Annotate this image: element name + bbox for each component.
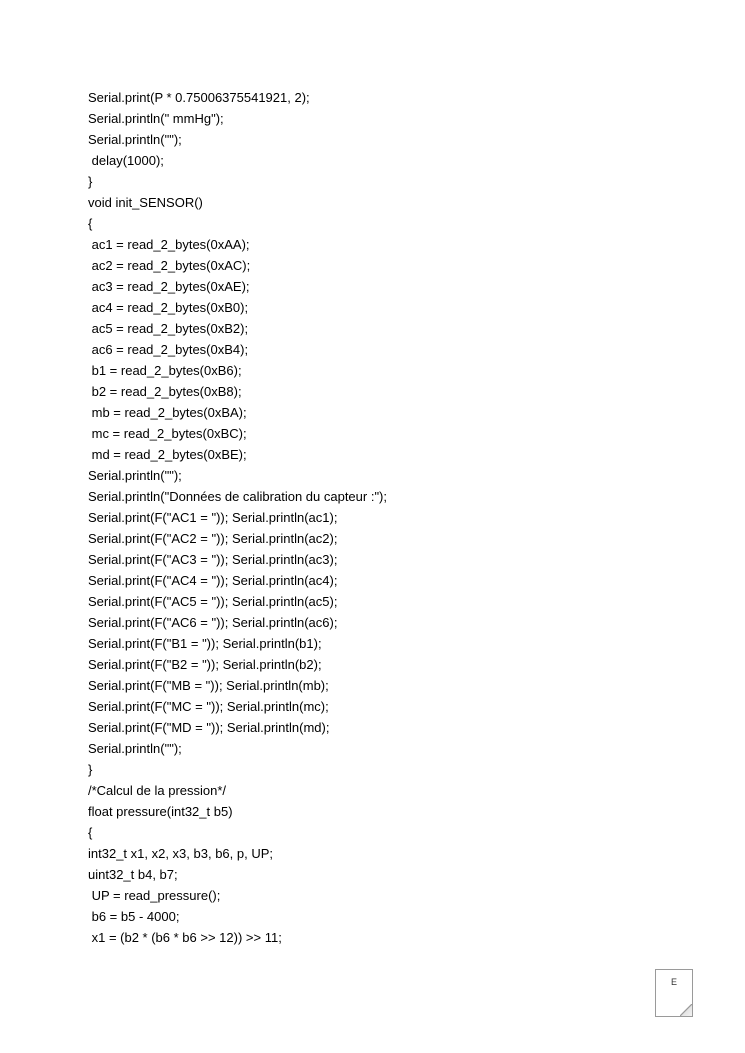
code-line: ac6 = read_2_bytes(0xB4); [88,342,249,357]
code-line: Serial.print(F("MB = ")); Serial.println(mb); [88,678,329,693]
code-line: float pressure(int32_t b5) [88,804,233,819]
code-line: { [88,216,93,231]
code-line: delay(1000); [88,153,164,168]
code-listing [88,87,708,948]
code-line: Serial.print(F("AC5 = ")); Serial.println(ac5); [88,594,338,609]
code-line: x1 = (b2 * (b6 * b6 >> 12)) >> 11; [88,930,282,945]
code-line: b6 = b5 - 4000; [88,909,180,924]
code-line: Serial.println(""); [88,468,182,483]
code-line: Serial.print(F("MC = ")); Serial.println(mc); [88,699,329,714]
code-line: ac4 = read_2_bytes(0xB0); [88,300,249,315]
code-line: Serial.println("Données de calibration du capteur :"); [88,489,387,504]
code-line: /*Calcul de la pression*/ [88,783,227,798]
page-number-marker [655,969,693,1017]
code-line: Serial.println(""); [88,132,182,147]
code-line: mc = read_2_bytes(0xBC); [88,426,247,441]
code-line: b2 = read_2_bytes(0xB8); [88,384,242,399]
code-line: uint32_t b4, b7; [88,867,178,882]
code-line: { [88,825,93,840]
code-line: ac3 = read_2_bytes(0xAE); [88,279,250,294]
code-line: ac5 = read_2_bytes(0xB2); [88,321,249,336]
code-line: Serial.println(""); [88,741,182,756]
code-line: } [88,762,93,777]
code-line: int32_t x1, x2, x3, b3, b6, p, UP; [88,846,273,861]
code-line: Serial.print(F("AC3 = ")); Serial.println(ac3); [88,552,338,567]
code-line: Serial.print(F("AC4 = ")); Serial.println(ac4); [88,573,338,588]
code-line: ac2 = read_2_bytes(0xAC); [88,258,251,273]
code-line: Serial.print(F("B2 = ")); Serial.println(b2); [88,657,322,672]
code-line: Serial.print(F("MD = ")); Serial.println(md); [88,720,330,735]
code-line: mb = read_2_bytes(0xBA); [88,405,247,420]
code-line: UP = read_pressure(); [88,888,221,903]
code-line: Serial.print(F("AC6 = ")); Serial.println(ac6); [88,615,338,630]
code-line: b1 = read_2_bytes(0xB6); [88,363,242,378]
code-line: Serial.print(F("AC2 = ")); Serial.println(ac2); [88,531,338,546]
code-line: ac1 = read_2_bytes(0xAA); [88,237,250,252]
code-line: Serial.println(" mmHg"); [88,111,224,126]
code-line: void init_SENSOR() [88,195,203,210]
code-line: Serial.print(F("AC1 = ")); Serial.println(ac1); [88,510,338,525]
code-line: md = read_2_bytes(0xBE); [88,447,247,462]
page-fold-corner [680,1004,692,1016]
page-number-label: E [670,977,677,987]
code-line: Serial.print(P * 0.75006375541921, 2); [88,90,310,105]
code-line: Serial.print(F("B1 = ")); Serial.println(b1); [88,636,322,651]
code-line: } [88,174,93,189]
